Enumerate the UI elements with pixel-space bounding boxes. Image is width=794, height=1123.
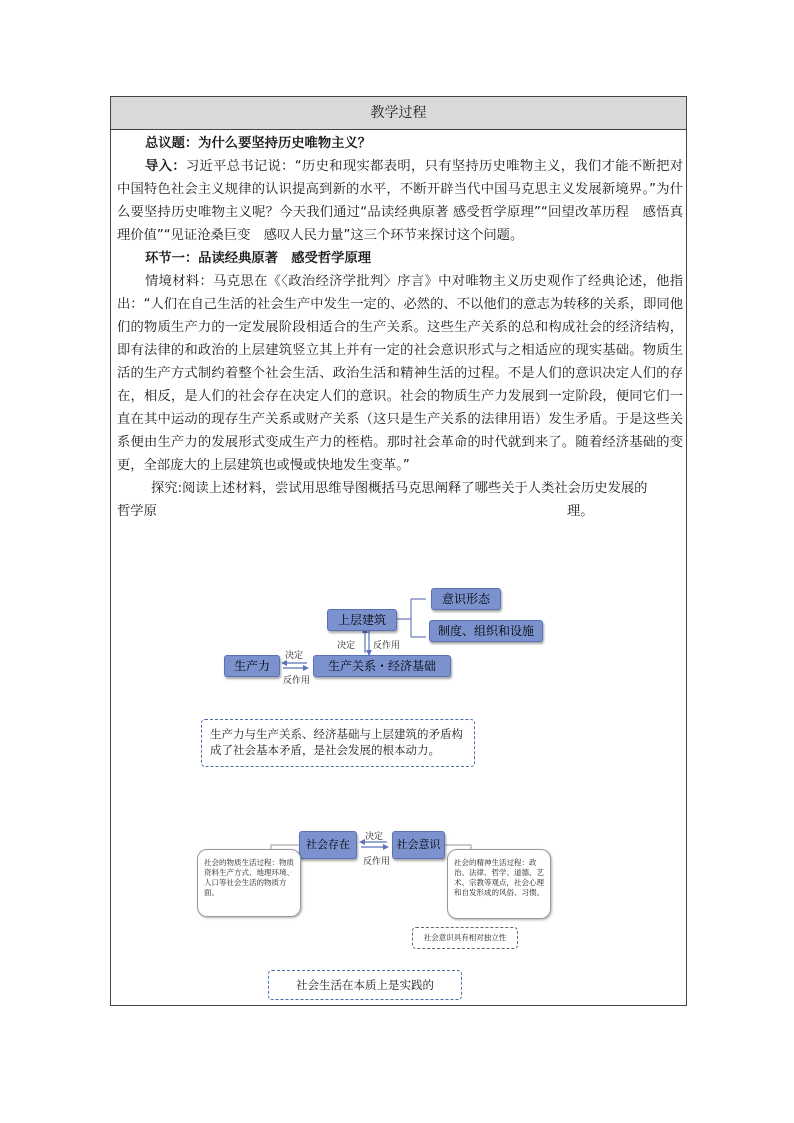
explore-tail-right: 理。	[567, 504, 594, 519]
reacts-label-2: 反作用	[283, 676, 311, 686]
decides-label-3: 决定	[365, 832, 384, 842]
intro-body: 习近平总书记说：“历史和现实都表明，只有坚持历史唯物主义，我们才能不断把对中国特色社会主义规律的认识提高到新的水平，不断开辟当代中国马克思主义发展新境界。”为什么要坚持历史唯物主义呢？今天我们通过“品读经典原著 感受哲学原理”“回望改革历程 感悟真理价值”“见证沧桑巨变 感叹人民力量”这三个环节来探讨这个问题。	[117, 159, 684, 243]
section-one-title: 环节一：品读经典原著 感受哲学原理	[145, 251, 372, 266]
social-consciousness-node: 社会意识	[392, 831, 445, 859]
reacts-label: 反作用	[373, 641, 401, 651]
relative-independence-note: 社会意识具有相对独立性	[412, 927, 518, 949]
practice-conclusion-note: 社会生活在本质上是实践的	[268, 970, 462, 1000]
teaching-process-table	[110, 96, 687, 1006]
decides-label-2: 决定	[285, 651, 304, 661]
reacts-label-3: 反作用	[363, 857, 391, 867]
decides-label: 决定	[337, 641, 356, 651]
material-paragraph: 情境材料：马克思在《〈政治经济学批判〉序言》中对唯物主义历史观作了经典论述，他指出：“人们在自己生活的社会生产中发生一定的、必然的、不以他们的意志为转移的关系，即同他们的物质生产力的一定发展阶段相适合的生产关系。这些生产关系的总和构成社会的经济结构，即有法律的和政治的上层建筑竖立其上并有一定的社会意识形式与之相适应的现实基础。物质生活的生产方式制约着整个社会生活、政治生活和精神生活的过程。不是人们的意识决定人们的存在，相反，是人们的社会存在决定人们的意识。社会的物质生产力发展到一定阶段，便同它们一直在其中运动的现存生产关系或财产关系（这只是生产关系的法律用语）发生矛盾。于是这些关系便由生产力的发展形式变成生产力的桎梏。那时社会革命的时代就到来了。随着经济基础的变更，全部庞大的上层建筑也或慢或快地发生变革。”	[117, 274, 683, 473]
ideology-node: 意识形态	[431, 588, 501, 610]
overall-topic: 总议题：为什么要坚持历史唯物主义？	[145, 136, 372, 151]
social-being-note: 社会的物质生活过程：物质资料生产方式、地理环境、人口等社会生活的物质方面。	[197, 849, 301, 917]
relations-node: 生产关系・经济基础	[313, 655, 451, 677]
institutions-node: 制度、组织和设施	[429, 620, 543, 642]
productive-forces-node: 生产力	[224, 655, 280, 677]
explore-prompt: 探究:阅读上述材料，尝试用思维导图概括马克思阐释了哪些关于人类社会历史发展的	[151, 481, 648, 496]
social-consciousness-note: 社会的精神生活过程：政治、法律、哲学、道德、艺术、宗教等观点，社会心理和自发形成的风俗、习惯。	[447, 849, 551, 919]
explore-tail-left: 哲学原	[117, 504, 157, 519]
superstructure-node: 上层建筑	[327, 609, 397, 631]
table-header: 教学过程	[111, 97, 686, 130]
basic-contradiction-note: 生产力与生产关系、经济基础与上层建筑的矛盾构成了社会基本矛盾，是社会发展的根本动力。	[201, 719, 475, 767]
social-being-node: 社会存在	[299, 831, 357, 859]
intro-label: 导入：	[145, 159, 186, 174]
